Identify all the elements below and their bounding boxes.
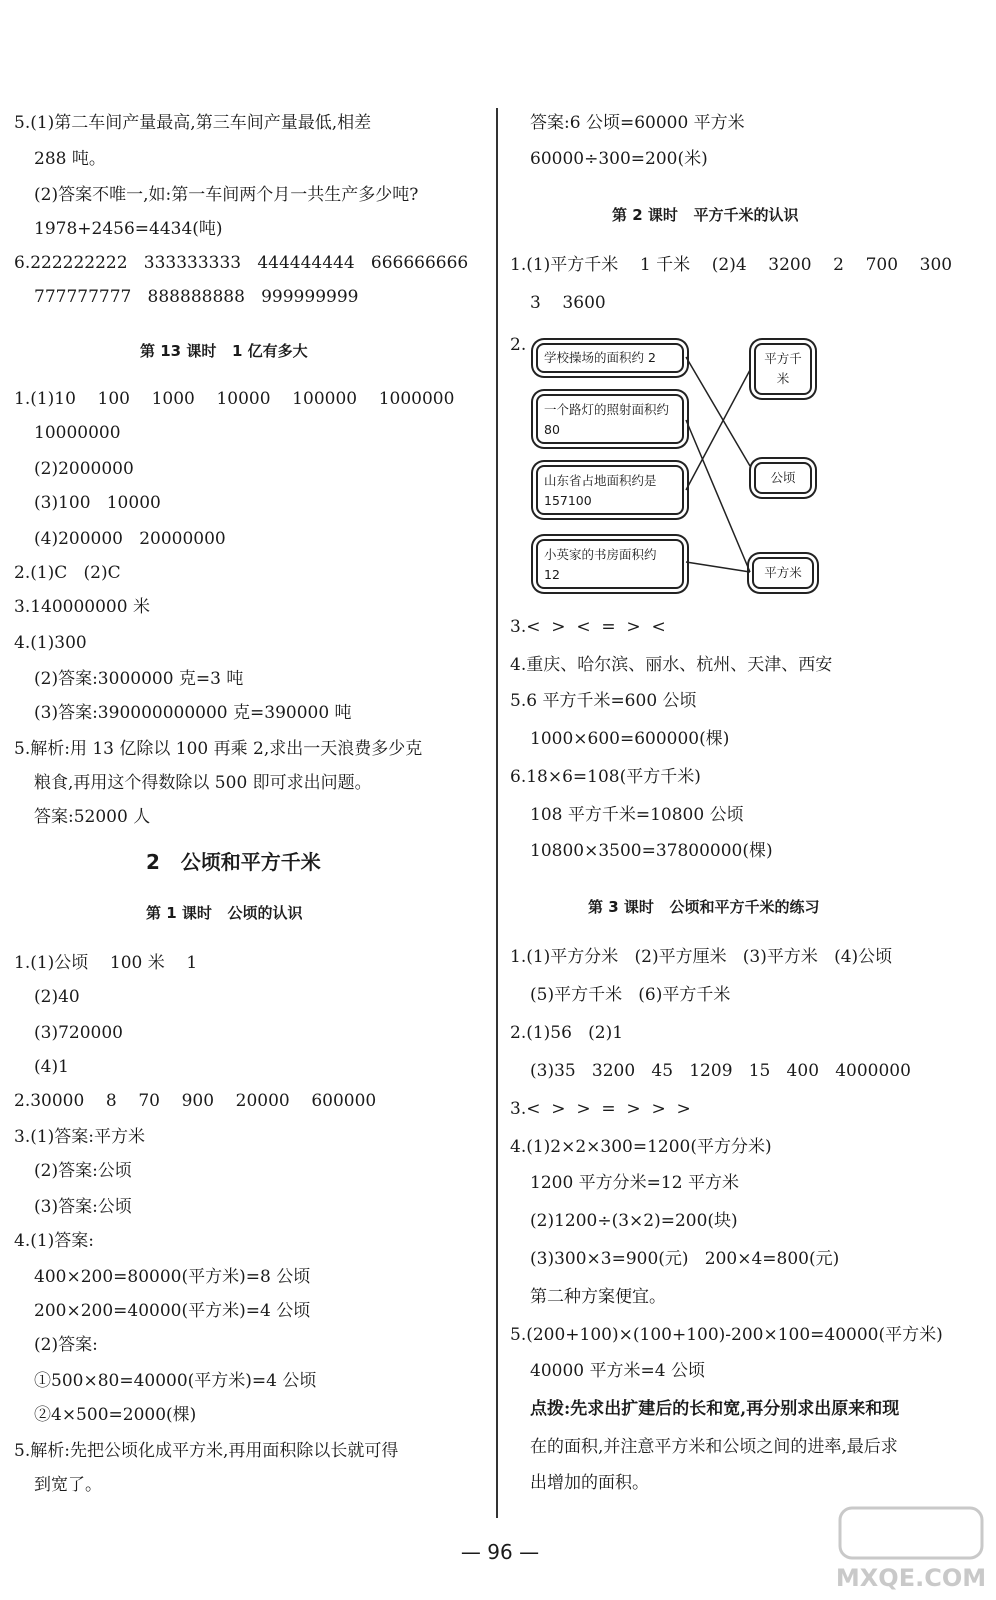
s1-q1-1: 1.(1)公顷 100 米 1 bbox=[14, 953, 198, 973]
s1-q1-3: (3)720000 bbox=[34, 1023, 123, 1043]
match-line-playground-hectare bbox=[686, 357, 750, 466]
match-line-study-sqm bbox=[686, 562, 750, 572]
s2-q6-calc2: 10800×3500=37800000(棵) bbox=[530, 841, 773, 861]
s2-q1-cont: 3 3600 bbox=[530, 293, 606, 313]
match-line-shandong-sqkm bbox=[686, 370, 750, 490]
s2-q6: 6.18×6=108(平方千米) bbox=[510, 767, 701, 787]
watermark-text: MXQE.COM bbox=[836, 1564, 986, 1592]
l13-q1-1: 1.(1)10 100 1000 10000 100000 1000000 bbox=[14, 389, 455, 409]
stamp-square-kilometer: 平方千米 bbox=[754, 343, 812, 395]
s1-q1-2: (2)40 bbox=[34, 987, 80, 1007]
s3-q4-1: 4.(1)2×2×300=1200(平方分米) bbox=[510, 1137, 772, 1157]
column-divider bbox=[496, 108, 498, 1518]
q6: 6.222222222 333333333 444444444 666666666 bbox=[14, 253, 469, 273]
q6-cont: 777777777 888888888 999999999 bbox=[34, 287, 359, 307]
s2-q6-calc1: 108 平方千米=10800 公顷 bbox=[530, 805, 744, 825]
s1-q4-2-calc1: ①500×80=40000(平方米)=4 公顷 bbox=[34, 1371, 317, 1391]
l13-q1-2: (2)2000000 bbox=[34, 459, 134, 479]
s1-q5-analysis-cont: 到宽了。 bbox=[34, 1475, 102, 1495]
s2-q2-label: 2. bbox=[510, 335, 527, 355]
s1-q4-1: 4.(1)答案: bbox=[14, 1231, 95, 1251]
s2-q3: 3.< > < = > < bbox=[510, 617, 666, 637]
stamp-study-room: 小英家的书房面积约 12 bbox=[536, 539, 684, 589]
s3-q4-2: (2)1200÷(3×2)=200(块) bbox=[530, 1211, 738, 1231]
l13-q5-analysis-cont: 粮食,再用这个得数除以 500 即可求出问题。 bbox=[34, 773, 372, 793]
section-title-3: 第 3 课时 公顷和平方千米的练习 bbox=[588, 898, 820, 916]
stamp-school-playground: 学校操场的面积约 2 bbox=[536, 343, 684, 373]
matching-lines bbox=[680, 340, 760, 600]
s1-q2: 2.30000 8 70 900 20000 600000 bbox=[14, 1091, 377, 1111]
s1-q1-4: (4)1 bbox=[34, 1057, 69, 1077]
q5-part2-calc: 1978+2456=4434(吨) bbox=[34, 219, 223, 239]
s3-q5-hint: 点拨:先求出扩建后的长和宽,再分别求出原来和现 bbox=[530, 1399, 900, 1419]
q5-part1: 5.(1)第二车间产量最高,第三车间产量最低,相差 bbox=[14, 113, 372, 133]
l13-q3: 3.140000000 米 bbox=[14, 597, 150, 617]
match-line-lamp-sqm bbox=[686, 420, 750, 572]
s3-q1: 1.(1)平方分米 (2)平方厘米 (3)平方米 (4)公顷 bbox=[510, 947, 893, 967]
s1-q4-1-calc2: 200×200=40000(平方米)=4 公顷 bbox=[34, 1301, 311, 1321]
stamp-hectare: 公顷 bbox=[754, 462, 812, 494]
s1-q3-1: 3.(1)答案:平方米 bbox=[14, 1127, 146, 1147]
q5-part1-cont: 288 吨。 bbox=[34, 149, 106, 169]
section-title-1: 第 1 课时 公顷的认识 bbox=[146, 904, 303, 922]
s1-q5-analysis: 5.解析:先把公顷化成平方米,再用面积除以长就可得 bbox=[14, 1441, 399, 1461]
section-title-13: 第 13 课时 1 亿有多大 bbox=[140, 342, 308, 360]
page-number: — 96 — bbox=[460, 1540, 540, 1564]
l13-q1-1-cont: 10000000 bbox=[34, 423, 121, 443]
s3-q4-3: (3)300×3=900(元) 200×4=800(元) bbox=[530, 1249, 840, 1269]
s1-q4-2: (2)答案: bbox=[34, 1335, 98, 1355]
l13-q2: 2.(1)C (2)C bbox=[14, 563, 121, 583]
s1-q3-3: (3)答案:公顷 bbox=[34, 1197, 132, 1217]
s2-q5: 5.6 平方千米=600 公顷 bbox=[510, 691, 697, 711]
s3-q4-1-cont: 1200 平方分米=12 平方米 bbox=[530, 1173, 739, 1193]
s1-q5-answer: 答案:6 公顷=60000 平方米 bbox=[530, 113, 745, 133]
s3-q5-hint-cont1: 在的面积,并注意平方米和公顷之间的进率,最后求 bbox=[530, 1437, 898, 1457]
s3-q5-hint-cont2: 出增加的面积。 bbox=[530, 1473, 649, 1493]
l13-q4-2: (2)答案:3000000 克=3 吨 bbox=[34, 669, 244, 689]
section-title-2: 第 2 课时 平方千米的认识 bbox=[612, 206, 799, 224]
l13-q5-answer: 答案:52000 人 bbox=[34, 807, 151, 827]
s1-q3-2: (2)答案:公顷 bbox=[34, 1161, 132, 1181]
q5-part2: (2)答案不唯一,如:第一车间两个月一共生产多少吨? bbox=[34, 185, 419, 205]
s3-q5-cont: 40000 平方米=4 公顷 bbox=[530, 1361, 705, 1381]
s1-q4-1-calc1: 400×200=80000(平方米)=8 公顷 bbox=[34, 1267, 311, 1287]
l13-q4-3: (3)答案:390000000000 克=390000 吨 bbox=[34, 703, 352, 723]
s3-q2: 2.(1)56 (2)1 bbox=[510, 1023, 624, 1043]
s1-q5-calc: 60000÷300=200(米) bbox=[530, 149, 708, 169]
s3-q3: 3.< > > = > > > bbox=[510, 1099, 691, 1119]
l13-q1-3: (3)100 10000 bbox=[34, 493, 161, 513]
l13-q1-4: (4)200000 20000000 bbox=[34, 529, 226, 549]
s1-q4-2-calc2: ②4×500=2000(棵) bbox=[34, 1405, 197, 1425]
stamp-street-lamp: 一个路灯的照射面积约 80 bbox=[536, 394, 684, 444]
s3-q4-conclusion: 第二种方案便宜。 bbox=[530, 1287, 666, 1307]
stamp-shandong-province: 山东省占地面积约是 157100 bbox=[536, 465, 684, 515]
s3-q1-cont: (5)平方千米 (6)平方千米 bbox=[530, 985, 731, 1005]
l13-q5-analysis: 5.解析:用 13 亿除以 100 再乘 2,求出一天浪费多少克 bbox=[14, 739, 423, 759]
watermark-logo bbox=[836, 1504, 986, 1594]
s2-q1: 1.(1)平方千米 1 千米 (2)4 3200 2 700 300 bbox=[510, 255, 953, 275]
chapter-title: 2 公顷和平方千米 bbox=[146, 850, 321, 874]
s2-q5-calc: 1000×600=600000(棵) bbox=[530, 729, 730, 749]
watermark-graphic bbox=[836, 1504, 986, 1594]
stamp-square-meter: 平方米 bbox=[752, 557, 814, 589]
l13-q4-1: 4.(1)300 bbox=[14, 633, 87, 653]
s3-q2-3: (3)35 3200 45 1209 15 400 4000000 bbox=[530, 1061, 911, 1081]
s3-q5: 5.(200+100)×(100+100)-200×100=40000(平方米) bbox=[510, 1325, 943, 1345]
s2-q4: 4.重庆、哈尔滨、丽水、杭州、天津、西安 bbox=[510, 655, 833, 675]
